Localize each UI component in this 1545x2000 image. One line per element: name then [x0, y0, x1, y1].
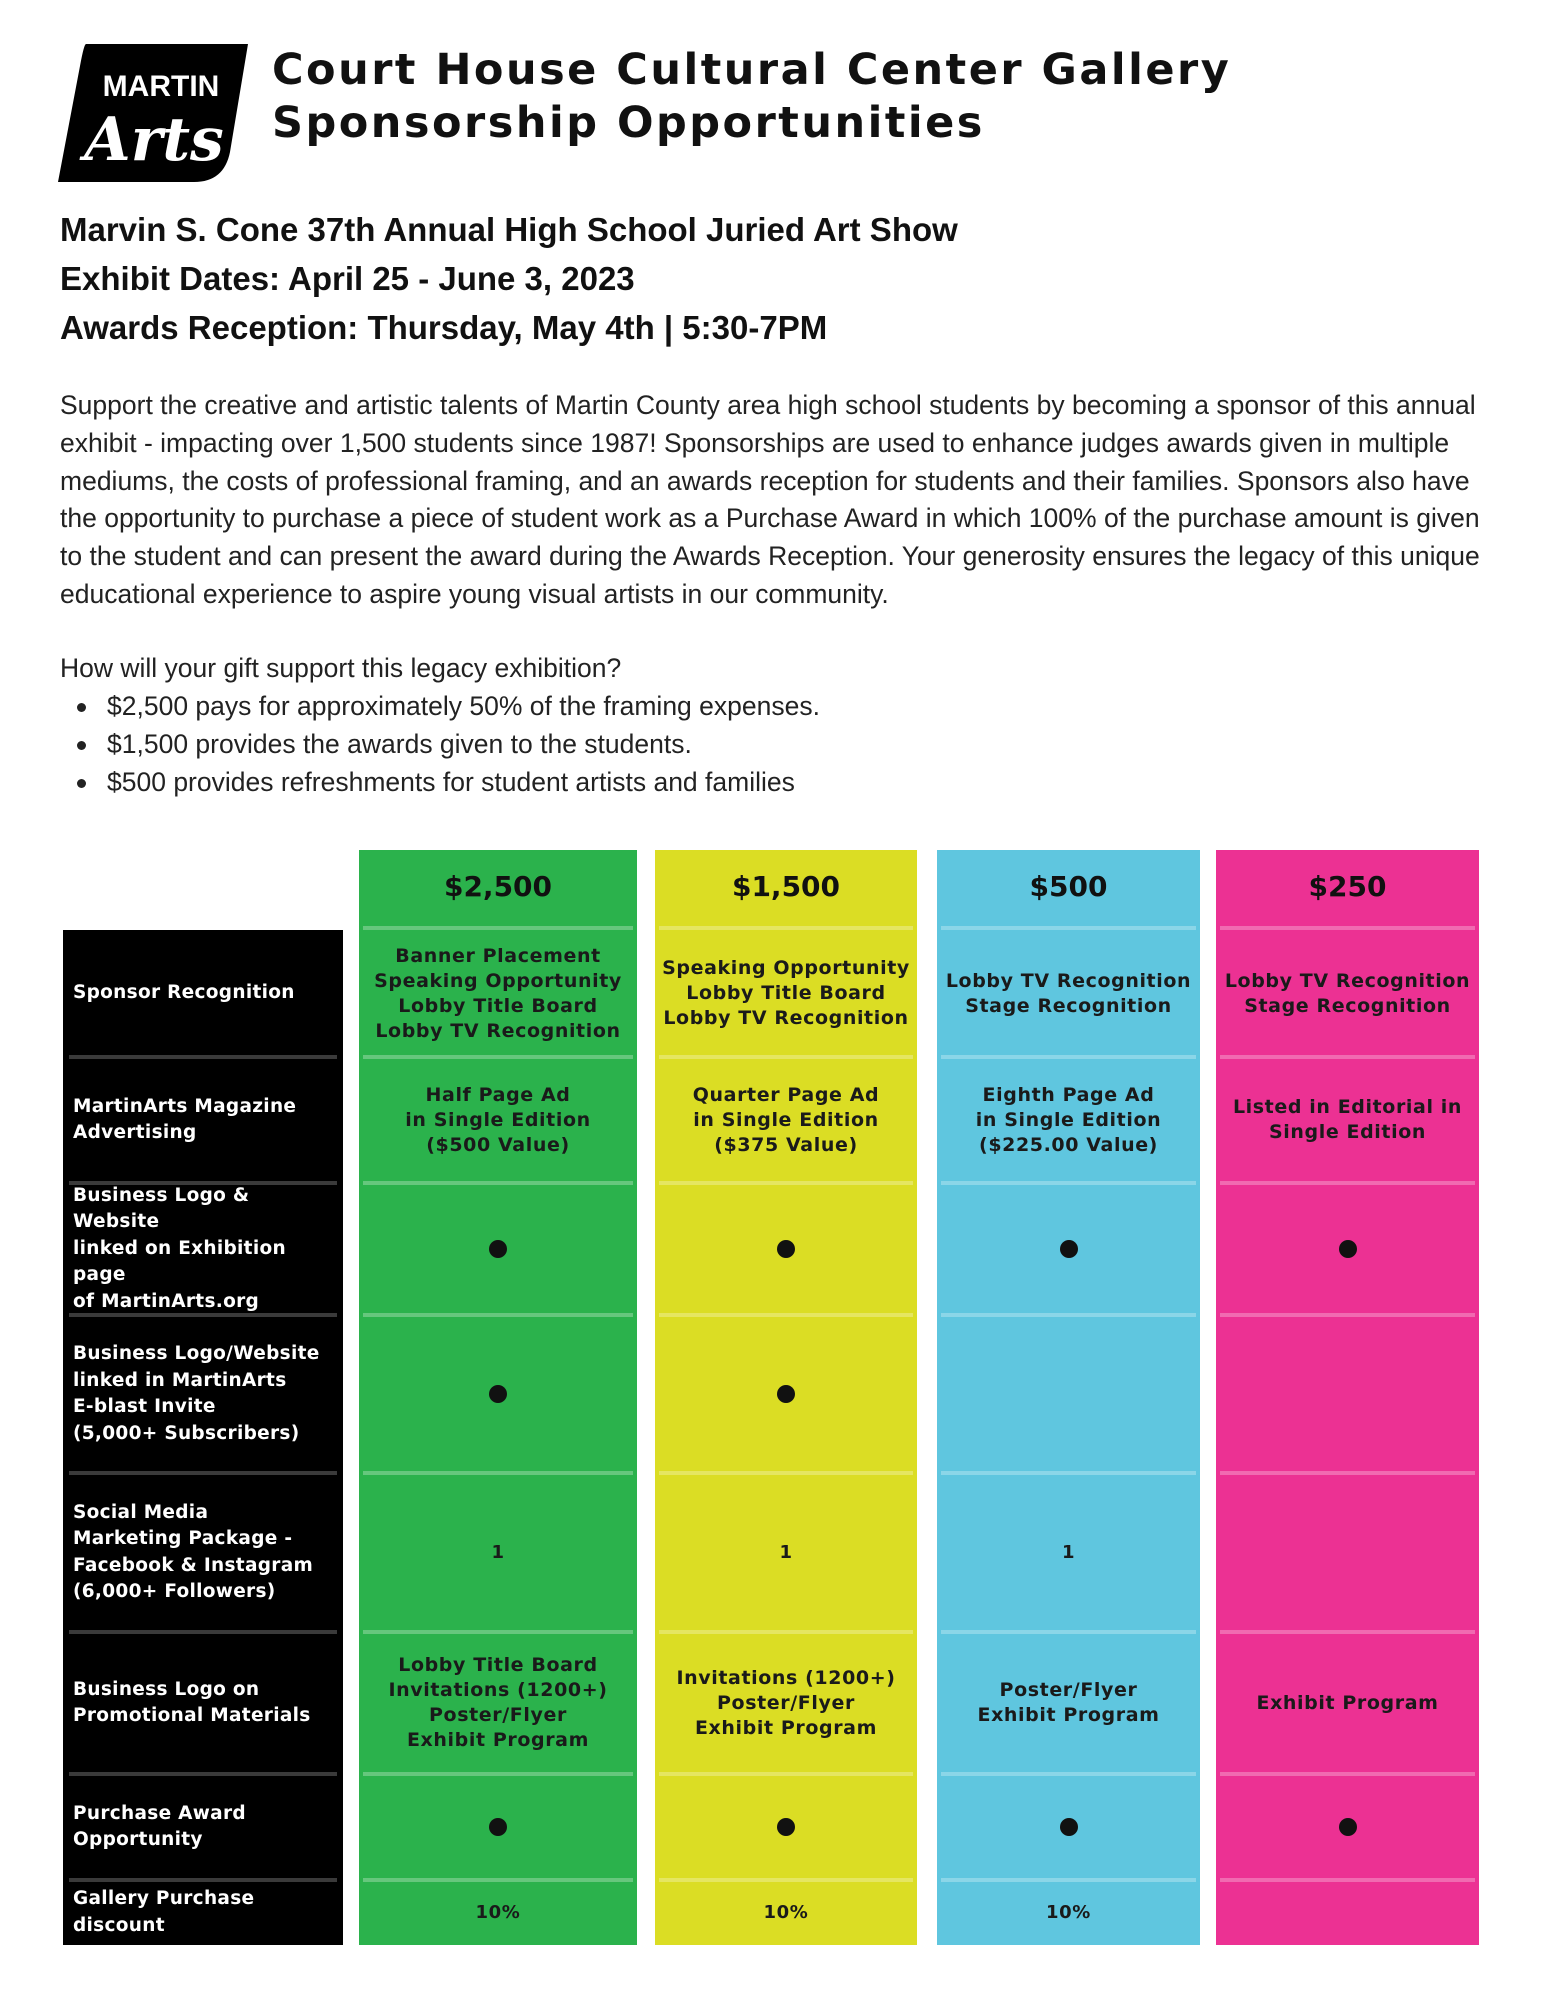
benefit-cell — [655, 1057, 917, 1183]
benefit-label — [73, 1880, 335, 1945]
bullet-icon — [77, 779, 86, 788]
support-list — [60, 688, 820, 801]
benefit-cell-text: Lobby Title Board Invitations (1200+) Poster/Flyer Exhibit Program — [388, 1654, 608, 1751]
benefit-cell-text: Half Page Ad in Single Edition ($500 Value) — [405, 1083, 591, 1156]
benefit-cell — [359, 1774, 637, 1880]
logo-text-arts: Arts — [84, 105, 224, 175]
benefit-cell — [1216, 1473, 1479, 1632]
benefit-cell — [655, 1880, 917, 1945]
benefit-labels-column — [63, 930, 343, 1945]
benefit-cell — [937, 930, 1200, 1057]
benefit-cell — [655, 1183, 917, 1315]
benefit-cell — [937, 1632, 1200, 1774]
included-dot-icon — [489, 1240, 507, 1258]
benefit-cell — [1216, 1315, 1479, 1473]
benefit-cell-text: 1 — [779, 1542, 793, 1563]
list-item: $1,500 provides the awards given to the students. — [60, 726, 820, 764]
benefit-cell-text: 10% — [1046, 1902, 1091, 1923]
included-dot-icon — [777, 1240, 795, 1258]
benefit-cell-text: Banner Placement Speaking Opportunity Lobby Title Board Lobby TV Recognition — [374, 944, 622, 1042]
benefit-cell — [359, 1057, 637, 1183]
benefit-label-text: MartinArts Magazine Advertising — [73, 1095, 297, 1143]
event-info — [60, 205, 958, 352]
benefit-cell — [1216, 1183, 1479, 1315]
benefit-label — [73, 1774, 335, 1880]
benefit-cell-text: Speaking Opportunity Lobby Title Board Lobby TV Recognition — [662, 957, 910, 1029]
included-dot-icon — [777, 1818, 795, 1836]
benefit-cell-text: 1 — [1061, 1542, 1076, 1563]
benefit-cell-text: 10% — [475, 1902, 521, 1923]
benefit-cell — [937, 1774, 1200, 1880]
title-line-1: Court House Cultural Center Gallery — [272, 45, 1232, 95]
logo-text-martin: MARTIN — [102, 70, 220, 103]
benefit-cell-text: Lobby TV Recognition Stage Recognition — [945, 969, 1192, 1017]
benefit-cell — [655, 930, 917, 1057]
tier-column-250 — [1216, 850, 1479, 1945]
benefit-cell — [937, 1057, 1200, 1183]
bullet-icon — [77, 703, 86, 712]
benefit-cell — [937, 1880, 1200, 1945]
intro-paragraph: Support the creative and artistic talents of Martin County area high school students by becoming a sponsor of this annual exhibit - impacting over 1,500 students since 1987! Sponsorships are used to enhance judges awards given in multiple mediums, the costs of professional framing, and an awards reception for students and their families. Sponsors also have the opportunity to purchase a piece of student work as a Purchase Award in which 100% of the purchase amount is given to the student and can present the award during the Awards Reception. Your generosity ensures the legacy of this unique educational experience to aspire young visual artists in our community. — [60, 390, 1480, 609]
tier-column-2500 — [359, 850, 637, 1945]
benefit-label-text: Sponsor Recognition — [73, 982, 295, 1004]
benefit-label — [73, 1315, 335, 1473]
included-dot-icon — [489, 1818, 507, 1836]
benefit-cell — [1216, 1774, 1479, 1880]
benefit-cell — [937, 1473, 1200, 1632]
included-dot-icon — [489, 1385, 507, 1403]
benefit-cell-text: 10% — [763, 1902, 809, 1923]
benefit-label — [73, 1057, 335, 1183]
benefit-label — [73, 930, 335, 1057]
benefit-cell — [359, 1880, 637, 1945]
benefit-cell-text: Listed in Editorial in Single Edition — [1232, 1096, 1463, 1143]
list-item: $2,500 pays for approximately 50% of the framing expenses. — [60, 688, 820, 726]
benefit-cell-text: 1 — [491, 1542, 505, 1563]
benefit-cell — [655, 1774, 917, 1880]
included-dot-icon — [1339, 1818, 1357, 1836]
benefit-cell — [1216, 1880, 1479, 1945]
included-dot-icon — [777, 1385, 795, 1403]
benefit-cell — [1216, 930, 1479, 1057]
bullet-icon — [77, 741, 86, 750]
support-question: How will your gift support this legacy exhibition? — [60, 653, 622, 683]
benefit-cell — [655, 1632, 917, 1774]
list-item: $500 provides refreshments for student artists and families — [60, 764, 820, 802]
event-reception: Awards Reception: Thursday, May 4th | 5:30-7PM — [60, 309, 828, 346]
benefit-cell — [359, 1183, 637, 1315]
page-title — [272, 44, 1231, 150]
benefit-cell — [655, 1315, 917, 1473]
benefit-cell — [655, 1473, 917, 1632]
benefit-cell — [937, 1183, 1200, 1315]
benefit-cell — [1216, 1057, 1479, 1183]
benefit-cell — [359, 1315, 637, 1473]
benefit-label-text: Social Media Marketing Package - Facebook & Instagram (6,000+ Followers) — [73, 1501, 314, 1602]
benefit-cell — [359, 1632, 637, 1774]
included-dot-icon — [1060, 1240, 1078, 1258]
benefit-label-text: Business Logo on Promotional Materials — [73, 1678, 311, 1726]
benefit-cell — [359, 930, 637, 1057]
event-dates: Exhibit Dates: April 25 - June 3, 2023 — [60, 260, 635, 297]
tier-column-1500 — [655, 850, 917, 1945]
benefit-label-text: Business Logo/Website linked in MartinArts E-blast Invite (5,000+ Subscribers) — [73, 1343, 320, 1444]
benefit-cell-text: Eighth Page Ad in Single Edition ($225.00 Value) — [975, 1083, 1162, 1156]
benefit-cell — [1216, 1632, 1479, 1774]
benefit-cell-text: Exhibit Program — [1256, 1691, 1439, 1714]
martinarts-logo — [58, 44, 248, 182]
benefit-label-text: Purchase Award Opportunity — [73, 1802, 246, 1850]
benefit-label — [73, 1473, 335, 1632]
tier-price: $250 — [1308, 870, 1387, 903]
title-line-2: Sponsorship Opportunities — [272, 98, 985, 148]
benefit-label — [73, 1183, 335, 1315]
included-dot-icon — [1060, 1818, 1078, 1836]
tier-price: $500 — [1029, 870, 1108, 903]
benefit-label-text: Gallery Purchase discount — [73, 1888, 255, 1936]
tier-price: $2,500 — [443, 870, 553, 903]
included-dot-icon — [1339, 1240, 1357, 1258]
benefit-cell — [937, 1315, 1200, 1473]
event-name: Marvin S. Cone 37th Annual High School Juried Art Show — [60, 211, 958, 248]
benefit-cell-text: Invitations (1200+) Poster/Flyer Exhibit Program — [676, 1666, 896, 1739]
benefit-cell — [359, 1473, 637, 1632]
benefit-cell-text: Lobby TV Recognition Stage Recognition — [1224, 969, 1471, 1017]
benefit-label-text: Business Logo & Website linked on Exhibition page of MartinArts.org — [73, 1184, 286, 1312]
tier-price: $1,500 — [731, 870, 841, 903]
benefit-cell-text: Poster/Flyer Exhibit Program — [977, 1679, 1160, 1726]
benefit-cell-text: Quarter Page Ad in Single Edition ($375 Value) — [692, 1083, 880, 1156]
benefit-label — [73, 1632, 335, 1774]
tier-column-500 — [937, 850, 1200, 1945]
